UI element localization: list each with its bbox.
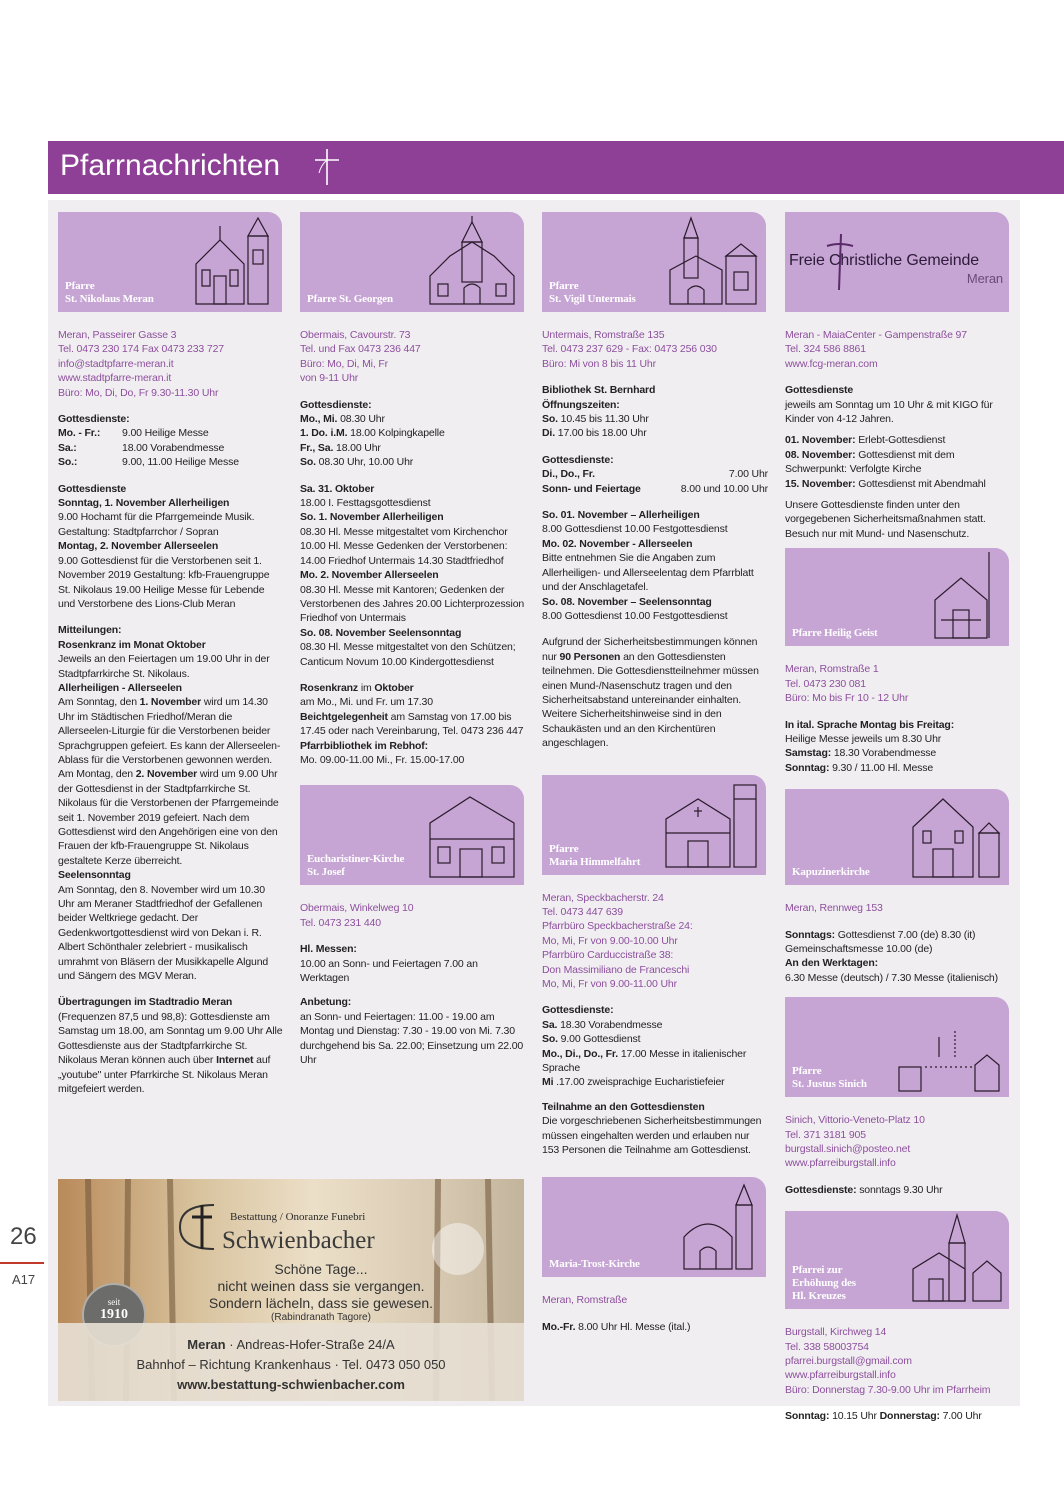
notice-title: Allerheiligen - Allerseelen <box>58 681 182 694</box>
phone-line: Tel. 0473 230 081 <box>785 677 866 690</box>
schedule-day: So. <box>542 1033 558 1046</box>
schedule-day: Sa.: <box>58 441 77 454</box>
cross-logo-icon <box>174 1199 224 1255</box>
event-text: 08.30 Hl. Messe mitgestaltet von den Schützen; Canticum Novum 10.00 Kindergottesdienst <box>300 641 516 668</box>
column-fcg <box>785 212 1011 1431</box>
schedule-day: Sonntag: <box>785 1410 830 1423</box>
email-link[interactable]: info@stadtpfarre-meran.it <box>58 357 174 370</box>
schedule-text: Heilige Messe jeweils um 8.30 Uhr <box>785 732 942 745</box>
seal-year: 1910 <box>100 1307 128 1322</box>
schedule-day: So. <box>300 456 316 469</box>
event-text: 8.00 Gottesdienst 10.00 Festgottesdienst <box>542 523 728 536</box>
ad-website[interactable]: www.bestattung-schwienbacher.com <box>177 1377 405 1392</box>
section-heading: Bibliothek St. Bernhard <box>542 384 656 397</box>
schedule-time: 9.30 / 11.00 Hl. Messe <box>832 761 934 774</box>
schedule-time: 6.30 Messe (deutsch) / 7.30 Messe (italienisch) <box>785 971 998 984</box>
schedule-day: Mo. - Fr.: <box>58 427 101 440</box>
page-number: 26 <box>10 1223 37 1250</box>
section-heading: Übertragungen im Stadtradio Meran <box>58 996 233 1009</box>
address-line: Meran, Rennweg 153 <box>785 902 883 915</box>
ad-address: · Andreas-Hofer-Straße 24/A <box>229 1337 395 1352</box>
card-name: Pfarre <box>549 280 579 292</box>
section-heading: Teilnahme an den Gottesdiensten <box>542 1100 705 1113</box>
event-text: 9.00 Hochamt für die Pfarrgemeinde Musik. Gestaltung: Stadtpfarrchor / Sopran <box>58 511 255 538</box>
event-text: 8.00 Gottesdienst 10.00 Festgottesdienst <box>542 609 728 622</box>
website-link[interactable]: www.pfarreiburgstall.info <box>785 1157 896 1170</box>
section-banner <box>48 141 1064 194</box>
church-drawing-icon <box>424 216 520 308</box>
schedule-day: So. <box>542 413 558 426</box>
website-link[interactable]: www.stadtpfarre-meran.it <box>58 372 172 385</box>
schedule-day: Mo., Mi. <box>300 413 338 426</box>
phone-line: Tel. 0473 447 639 <box>542 905 623 918</box>
cross-icon <box>312 147 342 187</box>
notice-title: Rosenkranz <box>300 681 359 694</box>
schedule-time: 17.00 bis 18.00 Uhr <box>557 427 647 440</box>
card-name: St. Josef <box>307 866 345 879</box>
ad-firm-type: Bestattung / Onoranze Funebri <box>230 1211 366 1223</box>
church-drawing-icon <box>909 1213 1005 1305</box>
card-name: St. Justus Sinich <box>792 1078 867 1091</box>
parish-card-st-justus <box>785 997 1009 1097</box>
ad-city: Meran <box>187 1337 226 1352</box>
notice-text: am Samstag von 17.00 bis 17.45 oder nach Vereinbarung, Tel. 0473 236 447 <box>300 710 524 738</box>
parish-card-st-nikolaus <box>58 212 282 312</box>
schedule-time: 08.30 Uhr <box>340 413 385 426</box>
office-hours: Pfarrbüro Speckbacherstraße 24: <box>542 920 693 933</box>
church-drawing-icon <box>909 793 1005 881</box>
office-hours: von 9-11 Uhr <box>300 372 359 385</box>
event-date: 15. November: <box>785 477 856 490</box>
card-name: Pfarre <box>549 842 579 855</box>
notice-text: Mo. 09.00-11.00 Mi., Fr. 15.00-17.00 <box>300 753 465 766</box>
notice-text: Aufgrund der Sicherheitsbestimmungen können nur <box>542 636 758 663</box>
notice-text: Unsere Gottesdienste finden unter den vorgegebenen Sicherheitsmaßnahmen statt. Besuch nur mit Mund- und Nasenschutz. <box>785 499 986 540</box>
parish-card-maria-himmelfahrt <box>542 775 766 875</box>
card-name: Maria-Trost-Kirche <box>549 1258 640 1271</box>
office-hours: Büro: Mo, Di, Do, Fr 9.30-11.30 Uhr <box>58 386 219 399</box>
section-heading: Gottesdienste: <box>542 453 614 466</box>
event-text: 18.00 I. Festtagsgottesdienst <box>300 497 431 510</box>
address-line: Meran, Passeirer Gasse 3 <box>58 329 177 341</box>
event-text: Gottesdienst mit dem Schwerpunkt: Verfolgte Kirche <box>785 448 955 476</box>
schedule-day: Sonntags: <box>785 928 835 941</box>
ad-address-2: Bahnhof – Richtung Krankenhaus · Tel. 0473 050 050 <box>136 1357 446 1372</box>
office-hours: Mo, Mi, Fr von 9.00-11.00 Uhr <box>542 978 677 990</box>
schedule-time: 08.30 Uhr, 10.00 Uhr <box>318 456 414 469</box>
notice-date: 2. November <box>135 768 198 781</box>
parish-card-eucharistiner <box>300 785 524 885</box>
address-line: Sinich, Vittorio-Veneto-Platz 10 <box>785 1114 925 1127</box>
parish-card-maria-trost <box>542 1177 766 1277</box>
ad-company-name: Schwienbacher <box>222 1227 375 1254</box>
notice-title: Oktober <box>374 681 414 694</box>
office-hours: Büro: Donnerstag 7.30-9.00 Uhr im Pfarrheim <box>785 1383 991 1396</box>
phone-line: Tel. und Fax 0473 236 447 <box>300 343 421 356</box>
schedule-day: Di., Do., Fr. <box>542 468 595 481</box>
schedule-time: Gottesdienst 7.00 (de) 8.30 (it) Gemeinschaftsmesse 10.00 (de) <box>785 928 976 955</box>
schedule-time: 18.00 Vorabendmesse <box>122 441 225 454</box>
page-code: A17 <box>12 1272 36 1287</box>
parish-card-st-georgen <box>300 212 524 312</box>
section-heading: Anbetung: <box>300 996 352 1009</box>
office-hours: Mo, Mi, Fr von 9.00-10.00 Uhr <box>542 934 678 947</box>
ad-quote: Sondern lächeln, dass sie gewesen. <box>208 1295 434 1311</box>
schedule-time: 9.00 Gottesdienst <box>560 1033 641 1046</box>
section-heading: Gottesdienste: <box>542 1004 614 1017</box>
event-title: Mo. 02. November - Allerseelen <box>542 537 693 550</box>
office-hours: Büro: Mo, Di, Mi, Fr <box>300 357 389 370</box>
address-line: Obermais, Winkelweg 10 <box>300 902 414 915</box>
notice-text: am Mo., Mi. und Fr. um 17.30 <box>300 696 433 709</box>
card-name: Erhöhung des <box>792 1277 856 1290</box>
schedule-day: An den Werktagen: <box>785 957 878 970</box>
office-hours: Büro: Mo bis Fr 10 - 12 Uhr <box>785 692 909 705</box>
event-text: Gottesdienst mit Abendmahl <box>858 477 986 490</box>
section-heading: Gottesdienste: <box>300 398 372 411</box>
event-title: Sonntag, 1. November Allerheiligen <box>58 497 230 510</box>
schedule-time: 8.00 Uhr Hl. Messe (ital.) <box>578 1320 691 1333</box>
schedule-time: 18.00 Uhr <box>336 441 381 454</box>
fcg-logo-text: Freie Christliche Gemeinde <box>789 252 979 269</box>
schedule-time: .17.00 zweisprachige Eucharistiefeier <box>556 1076 725 1089</box>
address-line: Meran, Romstraße <box>542 1294 628 1307</box>
office-hours: Büro: Mi von 8 bis 11 Uhr <box>542 357 656 370</box>
schedule-text: an Sonn- und Feiertagen: 11.00 - 19.00 am Montag und Dienstag: 7.30 - 19.00 von Mi. 7.30 durchgehend bis Sa. 22.00; Einsetzung um 22.00 Uhr <box>300 1010 524 1067</box>
office-hours: Pfarrbüro Carduccistraße 38: <box>542 949 674 962</box>
event-title: So. 08. November – Seelensonntag <box>542 595 712 608</box>
notice-highlight: 90 Personen <box>559 650 621 663</box>
notice-text: Am Sonntag, den 8. November wird um 10.30 Uhr am Meraner Stadtfriedhof der Gefallenen beider Weltkriege gedacht. Der Gedenkwortgottesdienst wird von Dekan i. R. Albert Schönthaler zelebriert - musikalisch umrahmt von Bläsern der Musikkapelle Algund und Sängern des MGV Meran. <box>58 883 269 983</box>
website-link[interactable]: www.pfarreiburgstall.info <box>785 1369 896 1382</box>
church-drawing-icon <box>662 779 762 871</box>
fcg-logo-card <box>785 212 1009 312</box>
seal-text: seit <box>107 1297 121 1307</box>
card-name: Hl. Kreuzes <box>792 1290 846 1303</box>
address-line: Obermais, Cavourstr. 73 <box>300 329 411 341</box>
schedule-day: Gottesdienste: <box>785 1183 857 1196</box>
address-line: Untermais, Romstraße 135 <box>542 329 665 341</box>
parish-card-hl-kreuz <box>785 1211 1009 1309</box>
event-title: So. 01. November – Allerheiligen <box>542 509 700 522</box>
event-text: 08.30 Hl. Messe mitgestaltet vom Kirchenchor 10.00 Hl. Messe Gedenken der Verstorbenen: 14.00 Friedhof Untermais 14.30 Stadtfriedhof <box>300 525 508 567</box>
event-text: 08.30 Hl. Messe mit Kantoren; Gedenken der Verstorbenen des Jahres 20.00 Lichterprozession Friedhof von Untermais <box>300 583 525 625</box>
phone-line: Tel. 0473 231 440 <box>300 916 381 929</box>
page-marker-line <box>0 1262 44 1264</box>
ad-quote-author: (Rabindranath Tagore) <box>271 1312 371 1323</box>
event-title: Mo. 2. November Allerseelen <box>300 569 439 582</box>
church-drawing-icon <box>424 789 520 881</box>
address-line: Burgstall, Kirchweg 14 <box>785 1326 887 1339</box>
schedule-time: 8.00 und 10.00 Uhr <box>680 482 768 495</box>
schedule-time: 17.00 Messe in italienischer Sprache <box>542 1047 747 1075</box>
notice-text: wird um 9.00 Uhr der Gottesdienst in der Stadtpfarrkirche St. Nikolaus für die Verstorbenen der Pfarrgemeinde seit 1. November 2019 gefeiert. Nach dem Gottesdienst wird den Angehörigen eine von den Frauen der kfb-Frauengruppe St. Nikolaus gestaltete Kerze überreicht. <box>58 768 279 867</box>
card-name: Pfarre <box>65 280 95 292</box>
schedule-day: Sonn- und Feiertage <box>542 482 641 495</box>
card-name: Pfarre Heilig Geist <box>792 627 878 640</box>
event-title: Montag, 2. November Allerseelen <box>58 540 219 553</box>
schedule-time: 9.00 Heilige Messe <box>122 427 209 440</box>
schedule-day: Donnerstag: <box>879 1410 940 1423</box>
address-line: Meran, Romstraße 1 <box>785 663 879 676</box>
section-title: Pfarrnachrichten <box>60 149 281 182</box>
schedule-day: Mo., Di., Do., Fr. <box>542 1047 619 1060</box>
schedule-text: 10.00 an Sonn- und Feiertagen 7.00 an Werktagen <box>300 957 478 984</box>
event-title: So. 08. November Seelensonntag <box>300 626 462 639</box>
schedule-day: Sa. <box>542 1018 558 1031</box>
schedule-day: Fr., Sa. <box>300 441 334 454</box>
notice-title: Seelensonntag <box>58 869 131 882</box>
schedule-time: 7.00 Uhr <box>942 1410 982 1423</box>
schedule-time: 10.15 Uhr <box>832 1410 877 1423</box>
section-heading: Hl. Messen: <box>300 943 357 956</box>
ad-quote: Schöne Tage... <box>274 1261 368 1277</box>
parish-card-kapuzinerkirche <box>785 789 1009 885</box>
section-heading: Gottesdienste: <box>58 413 130 426</box>
schedule-day: Mo.-Fr. <box>542 1320 576 1333</box>
notice-text: wird um 14.30 Uhr im Städtischen Friedhof/Meran die Allerseelen-Liturgie für die Verstorbenen beider Sprachgruppen gefeiert. Es kann der Allerseelen-Ablass für die Verstorbenen gewonnen werden. Am Montag, den <box>58 696 281 781</box>
church-drawing-icon <box>895 1027 1005 1093</box>
section-heading: Gottesdienste <box>785 384 854 397</box>
radio-internet: Internet <box>216 1054 254 1067</box>
address-line: Meran - MaiaCenter - Gampenstraße 97 <box>785 329 967 341</box>
church-drawing-icon <box>931 550 1005 642</box>
email-link[interactable]: burgstall.sinich@posteo.net <box>785 1142 911 1155</box>
phone-line: Tel. 338 58003754 <box>785 1340 869 1353</box>
funeral-advertisement <box>58 1179 524 1401</box>
schedule-day: So.: <box>58 456 78 469</box>
event-text: Erlebt-Gottesdienst <box>858 434 946 447</box>
schedule-day: Sonntag: <box>785 761 830 774</box>
ad-quote: nicht weinen dass sie vergangen. <box>217 1278 425 1294</box>
notice-date: 1. November <box>139 696 202 709</box>
radio-text: auf „youtube" unter Pfarrkirche St. Nikolaus Meran mitgefeiert werden. <box>58 1054 271 1095</box>
schedule-time: 9.00, 11.00 Heilige Messe <box>122 456 239 469</box>
event-title: Sa. 31. Oktober <box>300 482 375 495</box>
fcg-logo-city: Meran <box>966 271 1003 286</box>
section-heading: Mitteilungen: <box>58 624 122 637</box>
parish-card-st-vigil <box>542 212 766 312</box>
email-link[interactable]: pfarrei.burgstall@gmail.com <box>785 1355 912 1367</box>
address-line: Meran, Speckbacherstr. 24 <box>542 891 664 904</box>
schedule-time: 18.00 Kolpingkapelle <box>350 427 445 440</box>
card-name: Pfarre St. Georgen <box>307 293 393 305</box>
notice-title: Pfarrbibliothek im Rebhof: <box>300 739 428 752</box>
event-text: Bitte entnehmen Sie die Angaben zum Allerheiligen- und Allerseelentag dem Pfarrblatt und der Anschlagetafel. <box>542 552 754 594</box>
office-hours: Don Massimiliano de Franceschi <box>542 963 690 976</box>
notice-text: im <box>360 681 372 694</box>
card-name: Kapuzinerkirche <box>792 866 870 879</box>
event-date: 01. November: <box>785 434 856 447</box>
phone-line: Tel. 371 3181 905 <box>785 1128 866 1141</box>
phone-line: Tel. 324 586 8861 <box>785 343 866 356</box>
column-st-vigil <box>542 212 768 1341</box>
notice-text: Am Sonntag, den <box>58 696 137 709</box>
notice-title: Rosenkranz im Monat Oktober <box>58 638 206 651</box>
church-drawing-icon <box>666 216 762 308</box>
column-st-georgen <box>300 212 526 1074</box>
notice-title: Beichtgelegenheit <box>300 710 388 723</box>
notice-text: an den Gottesdiensten teilnehmen. Die Gottesdienstteilnehmer müssen einen Mund-/Nasenschutz tragen und den Sicherheitsabstand untereinander einhalten. Weitere Sicherheitshinweise sind in den Schaukästen und an den Kirchentüren angeschlagen. <box>542 650 759 750</box>
section-heading: Gottesdienste <box>58 482 127 495</box>
schedule-text: jeweils am Sonntag um 10 Uhr & mit KIGO für Kinder von 4-12 Jahren. <box>785 398 993 426</box>
event-date: 08. November: <box>785 448 856 461</box>
radio-text: (Frequenzen 87,5 und 98,8): Gottesdienste am Samstag um 18.00, am Sonntag um 9.00 Uhr Alle Gottesdienste aus der Stadtpfarrkirche St. Nikolaus Meran können auch über <box>58 1010 283 1067</box>
phone-line: Tel. 0473 230 174 Fax 0473 233 727 <box>58 343 224 356</box>
schedule-day: 1. Do. i.M. <box>300 427 348 440</box>
schedule-time: sonntags 9.30 Uhr <box>859 1183 943 1196</box>
parish-card-heilig-geist <box>785 548 1009 646</box>
phone-line: Tel. 0473 237 629 - Fax: 0473 256 030 <box>542 343 717 356</box>
notice-text: Jeweils an den Feiertagen um 19.00 Uhr in der Stadtpfarrkirche St. Nikolaus. <box>58 653 270 680</box>
church-drawing-icon <box>188 216 278 308</box>
schedule-day: Mi <box>542 1076 554 1089</box>
schedule-day: Di. <box>542 427 555 440</box>
column-st-nikolaus <box>58 212 284 1103</box>
event-title: So. 1. November Allerheiligen <box>300 511 444 524</box>
ad-contact-band <box>58 1323 524 1401</box>
schedule-time: 18.30 Vorabendmesse <box>833 747 937 760</box>
section-heading: Öffnungszeiten: <box>542 398 620 411</box>
notice-text: Die vorgeschriebenen Sicherheitsbestimmungen müssen eingehalten werden und erlauben nur 153 Personen die Teilnahme am Gottesdienst. <box>542 1115 762 1157</box>
card-name: St. Nikolaus Meran <box>65 293 154 305</box>
schedule-time: 18.30 Vorabendmesse <box>560 1018 663 1031</box>
card-name: Pfarrei zur <box>792 1264 843 1277</box>
schedule-time: 7.00 Uhr <box>728 468 768 481</box>
website-link[interactable]: www.fcg-meran.com <box>785 357 878 370</box>
card-name: St. Vigil Untermais <box>549 293 636 305</box>
card-name: Eucharistiner-Kirche <box>307 853 405 866</box>
section-heading: In ital. Sprache Montag bis Freitag: <box>785 718 955 731</box>
church-drawing-icon <box>678 1181 762 1273</box>
event-text: 9.00 Gottesdienst für die Verstorbenen seit 1. November 2019 Gestaltung: kfb-Frauengruppe St. Nikolaus 19.00 Heilige Messe für Lebende und Verstorbene des Lions-Club Meran <box>58 554 270 610</box>
schedule-day: Samstag: <box>785 747 832 760</box>
schedule-time: 10.45 bis 11.30 Uhr <box>560 413 649 426</box>
card-name: Maria Himmelfahrt <box>549 855 641 868</box>
card-name: Pfarre <box>792 1065 822 1078</box>
